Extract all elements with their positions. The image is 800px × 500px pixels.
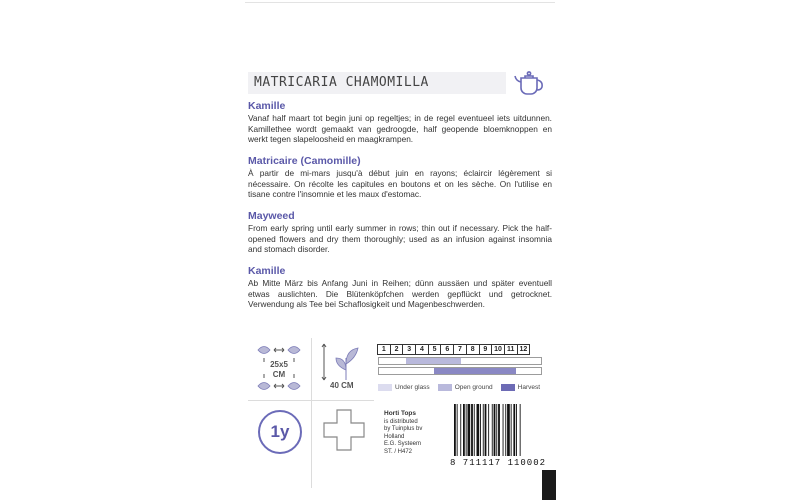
sowing-calendar bbox=[378, 344, 542, 375]
barcode-bar bbox=[494, 404, 496, 456]
barcode-bar bbox=[492, 404, 493, 456]
section-heading: Kamille bbox=[248, 100, 286, 112]
barcode-bar bbox=[471, 404, 473, 456]
spacing-unit: CM bbox=[272, 370, 286, 379]
barcode-bar bbox=[513, 404, 515, 456]
section-text: À partir de mi-mars jusqu'à début juin en rayons; éclaircir légèrement si nécessaire. On récolte les capitules en boutons et on les sèche. On l'utilise en tisane contre l'insomnie et les maux d'estomac. bbox=[248, 168, 552, 200]
barcode-bar bbox=[460, 404, 461, 456]
calendar-month: 2 bbox=[390, 344, 404, 355]
sowing-depth-label: 40 CM bbox=[330, 381, 354, 390]
calendar-month: 9 bbox=[479, 344, 493, 355]
calendar-row-open-ground bbox=[378, 357, 542, 365]
distributor-line: Holland bbox=[384, 433, 405, 440]
spacing-label bbox=[265, 360, 293, 380]
calendar-month: 12 bbox=[517, 344, 531, 355]
product-title: MATRICARIA CHAMOMILLA bbox=[248, 72, 506, 94]
legend-swatch bbox=[378, 384, 392, 391]
barcode-bar bbox=[474, 404, 475, 456]
grid-divider-horizontal bbox=[248, 400, 374, 401]
legend-open-ground bbox=[438, 384, 493, 391]
calendar-period-fill bbox=[406, 358, 461, 364]
distributor-line: by Tuinplus bv bbox=[384, 426, 423, 432]
legend-swatch bbox=[438, 384, 452, 391]
barcode-bar bbox=[505, 404, 506, 456]
barcode-bar bbox=[466, 404, 467, 456]
calendar-month: 3 bbox=[402, 344, 416, 355]
barcode-bar bbox=[468, 404, 471, 456]
barcode-bar bbox=[457, 404, 458, 456]
barcode-bar bbox=[498, 404, 500, 456]
calendar-period-fill bbox=[434, 368, 516, 374]
barcode-bar bbox=[477, 404, 480, 456]
distributor-line: E.G. Systeem bbox=[384, 441, 422, 447]
calendar-month: 10 bbox=[491, 344, 505, 355]
barcode-bar bbox=[454, 404, 456, 456]
calendar-month: 6 bbox=[440, 344, 454, 355]
medicinal-cross-icon bbox=[320, 406, 368, 454]
section-text: Ab Mitte März bis Anfang Juni in Reihen; dünn aussäen und später eventuell etwas auslichten. Die Blütenköpfchen werden gepflückt und getrocknet. Verwendung als Tee bei Schaflosigkeit und Magenbeschwerden. bbox=[248, 278, 552, 310]
barcode-bar bbox=[488, 404, 489, 456]
barcode-bar bbox=[503, 404, 504, 456]
distributor-line: is distributed bbox=[384, 418, 418, 425]
legend-label: Under glass bbox=[395, 384, 430, 391]
section-german bbox=[248, 265, 552, 310]
legend-label: Harvest bbox=[517, 384, 541, 391]
legend-under-glass bbox=[378, 384, 430, 391]
calendar-month: 8 bbox=[466, 344, 480, 355]
calendar-legend bbox=[378, 384, 548, 391]
spacing-value: 25x5 bbox=[270, 360, 288, 369]
barcode-icon bbox=[452, 404, 548, 458]
legend-swatch bbox=[501, 384, 515, 391]
section-text: From early spring until early summer in rows; thin out if necessary. Pick the half-opened flowers and dry them thoroughly; used as an infusion against insomnia and stomach disorder. bbox=[248, 223, 552, 255]
lifecycle-badge: 1y bbox=[258, 410, 302, 454]
barcode-number: 8 711117 110002 bbox=[450, 458, 547, 468]
grid-divider-vertical bbox=[311, 338, 312, 488]
barcode-bar bbox=[520, 404, 521, 456]
distributor-info bbox=[384, 410, 444, 456]
calendar-month: 4 bbox=[415, 344, 429, 355]
calendar-month: 7 bbox=[453, 344, 467, 355]
section-heading: Matricaire (Camomille) bbox=[248, 155, 361, 167]
calendar-row-harvest bbox=[378, 367, 542, 375]
barcode-bar bbox=[511, 404, 512, 456]
top-divider bbox=[245, 2, 555, 3]
legend-harvest bbox=[501, 384, 540, 391]
teapot-icon bbox=[512, 64, 546, 98]
barcode-bar bbox=[463, 404, 465, 456]
barcode-bar bbox=[496, 404, 497, 456]
barcode-bar bbox=[483, 404, 484, 456]
calendar-month: 1 bbox=[377, 344, 391, 355]
section-text: Vanaf half maart tot begin juni op regeltjes; in de regel eventueel iets uitdunnen. Kamillethee wordt gemaakt van gedroogde, half geopende bloemknoppen en werkt tegen slapeloosheid en maagkrampen. bbox=[248, 113, 552, 145]
section-english bbox=[248, 210, 552, 255]
edge-bar bbox=[542, 470, 556, 500]
distributor-line: ST. / H472 bbox=[384, 448, 413, 455]
barcode-bar bbox=[516, 404, 517, 456]
section-heading: Mayweed bbox=[248, 210, 295, 222]
barcode-bar bbox=[480, 404, 481, 456]
barcode-bar bbox=[485, 404, 487, 456]
section-dutch bbox=[248, 100, 552, 145]
calendar-month: 5 bbox=[428, 344, 442, 355]
section-heading: Kamille bbox=[248, 265, 286, 277]
calendar-month: 11 bbox=[504, 344, 518, 355]
legend-label: Open ground bbox=[454, 384, 493, 391]
calendar-month-header bbox=[378, 344, 542, 355]
distributor-brand: Horti Tops bbox=[384, 410, 417, 417]
barcode-bar bbox=[507, 404, 510, 456]
section-french bbox=[248, 155, 552, 200]
